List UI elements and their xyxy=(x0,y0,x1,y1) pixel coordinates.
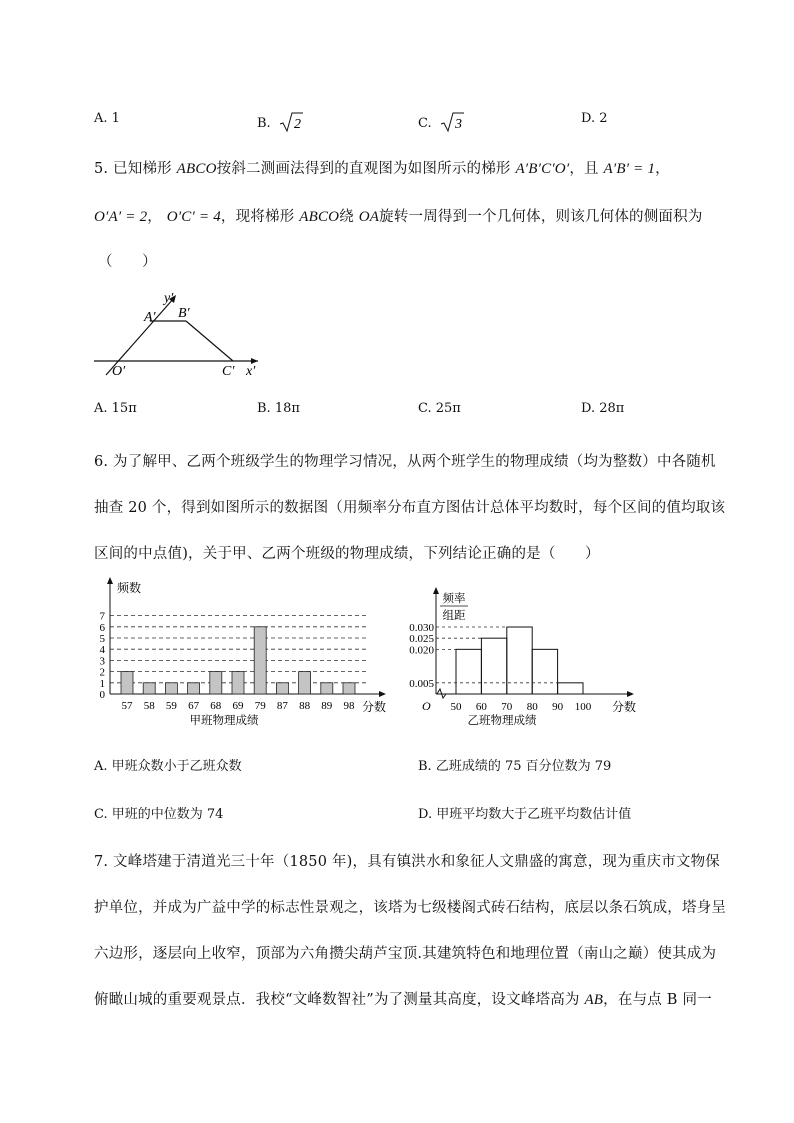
x-tick-label: 69 xyxy=(232,700,244,712)
x-tick-label: 87 xyxy=(276,700,288,712)
q6-option-b: B. 乙班成绩的 75 百分位数为 79 xyxy=(418,759,612,774)
q7-text: 俯瞰山城的重要观景点．我校“文峰数智社”为了测量其高度，设文峰塔高为 xyxy=(94,992,580,1008)
y-axis-label-top: 频率 xyxy=(442,593,466,605)
q5-text: ，且 xyxy=(569,161,599,177)
x-tick-label: 50 xyxy=(450,701,462,713)
y-axis-label: 频数 xyxy=(117,581,142,595)
origin-label: O xyxy=(422,699,431,713)
bar xyxy=(276,683,288,694)
svg-text:3: 3 xyxy=(454,117,462,132)
segment-bc xyxy=(186,321,233,361)
q5-paren: （ ） xyxy=(98,254,157,270)
q5-option-a: A. 15π xyxy=(94,401,137,416)
bar xyxy=(299,672,311,694)
q5-text: ， xyxy=(655,161,670,177)
y-axis-label-bottom: 组距 xyxy=(442,610,466,622)
y-tick-label: 5 xyxy=(99,633,105,645)
q5-text: ，现将梯形 xyxy=(220,209,295,225)
label-a: A′ xyxy=(144,310,156,325)
y-tick-label: 0.030 xyxy=(409,622,434,635)
x-tick-label: 57 xyxy=(121,700,133,712)
x-tick-label: 67 xyxy=(188,700,200,712)
bar xyxy=(143,683,155,694)
x-axis-label: 分数 xyxy=(612,700,637,714)
q7-math-ab: AB xyxy=(584,992,604,1008)
label-b: B′ xyxy=(178,306,190,321)
q5-option-b: B. 18π xyxy=(257,401,300,416)
y-tick-label: 1 xyxy=(99,677,105,690)
y-tick-label: 2 xyxy=(99,666,105,679)
bar xyxy=(343,683,355,694)
x-axis-arrow xyxy=(627,691,634,697)
sqrt2-symbol xyxy=(279,111,303,133)
class-a-bar-chart xyxy=(90,575,395,725)
q5-line2 xyxy=(94,205,703,226)
y-tick-label: 0.005 xyxy=(409,677,434,690)
x-tick-label: 98 xyxy=(343,700,355,712)
histogram-bar xyxy=(456,649,481,694)
label-c: C′ xyxy=(222,364,235,379)
q5-math-trapezoid: A′B′C′O′ xyxy=(515,161,570,177)
x-tick-label: 68 xyxy=(210,700,222,712)
q6-line2: 抽查 20 个，得到如图所示的数据图（用频率分布直方图估计总体平均数时，每个区间的值均取该 xyxy=(94,500,726,516)
q5-math-abco: ABCO xyxy=(299,209,340,225)
y-tick-label: 4 xyxy=(99,644,105,657)
sqrt3-symbol xyxy=(440,111,464,133)
bar xyxy=(232,672,244,694)
q5-option-c: C. 25π xyxy=(418,401,461,416)
x-tick-label: 70 xyxy=(501,701,513,713)
bar xyxy=(254,627,266,694)
y-tick-label: 0.025 xyxy=(409,633,434,646)
bar xyxy=(210,672,222,694)
q5-text: 旋转一周得到一个几何体，则该几何体的侧面积为 xyxy=(379,209,703,225)
q5-option-d: D. 28π xyxy=(581,401,625,416)
q7-line3: 六边形，逐层向上收窄，顶部为六角攒尖葫芦宝顶.其建筑特色和地理位置（南山之巅）使其成为 xyxy=(94,946,717,962)
label-x: x′ xyxy=(246,364,256,379)
histogram-bar xyxy=(481,638,506,694)
q6-option-d: D. 甲班平均数大于乙班平均数估计值 xyxy=(418,807,632,822)
chart-title: 甲班物理成绩 xyxy=(189,715,259,727)
q6-line1: 6. 为了解甲、乙两个班级学生的物理学习情况，从两个班学生的物理成绩（均为整数）中各随机 xyxy=(94,454,716,470)
y-tick-label: 3 xyxy=(99,655,105,668)
label-o: O′ xyxy=(112,364,126,379)
q7-line1: 7. 文峰塔建于清道光三十年（1850 年)，具有镇洪水和象征人文鼎盛的寓意，现为重庆市文物保 xyxy=(94,854,721,870)
bar xyxy=(321,683,333,694)
y-axis-arrow xyxy=(433,587,439,594)
q4-option-b xyxy=(257,111,303,133)
y-axis-arrow xyxy=(107,577,113,584)
q5-trapezoid-figure xyxy=(90,288,270,380)
class-b-histogram xyxy=(409,585,646,727)
q7-text: ，在与点 B 同一 xyxy=(603,992,712,1008)
histogram-bar xyxy=(558,683,583,694)
q5-math-oc: O′C′ = 4 xyxy=(166,209,221,225)
q4-option-a: A. 1 xyxy=(94,111,120,126)
label-y: y′ xyxy=(164,291,174,306)
histogram-bar xyxy=(507,627,532,694)
q5-math-oa-axis: OA xyxy=(358,209,380,225)
q4-option-c-label: C. xyxy=(418,116,432,131)
q4-option-b-label: B. xyxy=(257,116,271,131)
q5-text: 按斜二测画法得到的直观图为如图所示的梯形 xyxy=(216,161,511,177)
x-tick-label: 89 xyxy=(321,700,333,712)
bar xyxy=(121,672,133,694)
x-tick-label: 58 xyxy=(143,700,155,712)
q5-text: 绕 xyxy=(339,209,354,225)
bar xyxy=(165,683,177,694)
q5-text: ， xyxy=(147,209,162,225)
q7-line2: 护单位，并成为广益中学的标志性景观之，该塔为七级楼阁式砖石结构，底层以条石筑成，塔身呈 xyxy=(94,900,727,916)
x-tick-label: 90 xyxy=(552,701,564,713)
q6-option-c: C. 甲班的中位数为 74 xyxy=(94,807,224,822)
x-tick-label: 59 xyxy=(165,700,177,712)
bar xyxy=(188,683,200,694)
q5-math-abco: ABCO xyxy=(176,161,217,177)
q4-option-c xyxy=(418,111,464,133)
x-tick-label: 100 xyxy=(574,701,592,713)
x-tick-label: 80 xyxy=(526,701,538,713)
q6-option-a: A. 甲班众数小于乙班众数 xyxy=(94,759,242,774)
svg-text:2: 2 xyxy=(293,117,301,132)
q5-math-ab: A′B′ = 1 xyxy=(603,161,656,177)
y-tick-label: 0.020 xyxy=(409,644,434,657)
q5-math-oa: O′A′ = 2 xyxy=(94,209,148,225)
x-axis-label: 分数 xyxy=(362,700,387,714)
y-tick-label: 7 xyxy=(99,610,105,623)
x-axis-arrow xyxy=(379,691,386,697)
q7-line4 xyxy=(94,988,712,1009)
x-tick-label: 60 xyxy=(475,701,487,713)
q6-line3: 区间的中点值)，关于甲、乙两个班级的物理成绩，下列结论正确的是（ ） xyxy=(94,546,600,562)
q5-text: 5. 已知梯形 xyxy=(94,161,172,177)
y-tick-label: 6 xyxy=(99,621,105,634)
x-tick-label: 79 xyxy=(254,700,266,712)
histogram-bar xyxy=(532,649,557,694)
q4-option-d: D. 2 xyxy=(581,111,608,126)
q5-line1 xyxy=(94,157,670,178)
y-tick-label: 0 xyxy=(99,689,105,701)
chart-title: 乙班物理成绩 xyxy=(467,715,537,727)
x-tick-label: 88 xyxy=(299,700,311,712)
